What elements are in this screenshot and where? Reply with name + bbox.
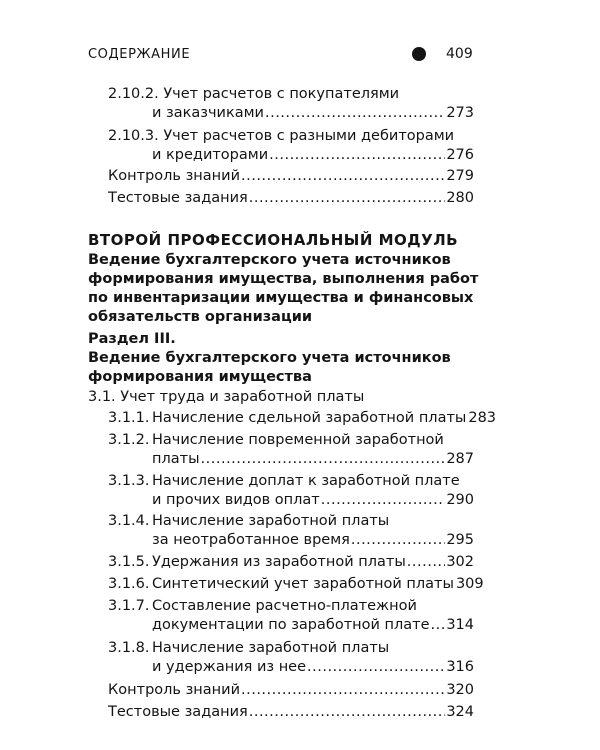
toc-entry-3-1-8-line1[interactable]: Начисление заработной платы [152,640,390,656]
toc-entry-3-1-3-line1[interactable]: Начисление доплат к заработной плате [152,473,460,489]
toc-entry-number: 3.1.5. [108,554,150,570]
toc-entry-2-10-2-line2[interactable] [152,104,474,122]
toc-entry-3-1-7-line1[interactable]: Составление расчетно-платежной [152,598,417,614]
toc-entry-2-10-2-line1[interactable]: 2.10.2. Учет расчетов с покупателями [108,86,400,102]
module-subtitle-line: по инвентаризации имущества и финансовых [88,290,474,306]
toc-entry-number: 3.1.2. [108,432,150,448]
dot-leader [241,681,445,699]
dot-leader [307,658,445,676]
dot-leader [241,167,445,185]
toc-page-number: 279 [446,168,474,184]
toc-page-number: 287 [446,451,474,467]
toc-entry-label: и кредиторами [152,147,269,163]
toc-entry-3-1-1[interactable] [152,409,497,427]
toc-entry-label: и заказчиками [152,105,264,121]
dot-leader [351,531,445,549]
toc-entry-label: документации по заработной плате [152,617,430,633]
dot-leader [201,450,446,468]
toc-entry-label: Тестовые задания [108,190,248,206]
dot-leader [269,146,445,164]
section-title: Раздел III. [88,331,176,347]
toc-page-number: 324 [446,704,474,720]
toc-entry-3-1-7-line2[interactable] [152,616,474,634]
toc-entry-label: платы [152,451,200,467]
toc-entry-number: 3.1.1. [108,410,150,426]
toc-page-number: 280 [446,190,474,206]
toc-entry-label: за неотработанное время [152,532,350,548]
toc-entry-3-1-2-line2[interactable] [152,450,474,468]
module-title: ВТОРОЙ ПРОФЕССИОНАЛЬНЫЙ МОДУЛЬ [88,231,459,249]
toc-page-number: 273 [446,105,474,121]
toc-entry-2-10-3-line2[interactable] [152,146,474,164]
dot-leader [265,104,445,122]
page-number: 409 [446,46,473,62]
toc-page-number: 290 [446,492,474,508]
dot-leader [321,491,446,509]
toc-page-number: 314 [446,617,474,633]
toc-entry-3-1-2-line1[interactable]: Начисление повременной заработной [152,432,444,448]
toc-entry-3-1-6[interactable] [152,575,484,593]
section-subtitle-line: Ведение бухгалтерского учета источников [88,350,451,366]
toc-entry-number: 3.1.8. [108,640,150,656]
toc-entry-tests-2[interactable] [108,703,474,721]
toc-entry-2-10-3-line1[interactable]: 2.10.3. Учет расчетов с разными дебиторами [108,128,455,144]
toc-entry-label: и прочих видов оплат [152,492,320,508]
running-title: СОДЕРЖАНИЕ [88,47,191,62]
toc-entry-label: Тестовые задания [108,704,248,720]
toc-entry-number: 3.1.6. [108,576,150,592]
module-subtitle-line: Ведение бухгалтерского учета источников [88,252,451,268]
toc-entry-number: 3.1.4. [108,513,150,529]
toc-chapter-3-1[interactable]: 3.1. Учет труда и заработной платы [88,389,365,405]
toc-entry-number: 3.1.7. [108,598,150,614]
module-subtitle-line: обязательств организации [88,309,313,325]
toc-entry-3-1-3-line2[interactable] [152,491,474,509]
toc-page-number: 295 [446,532,474,548]
dot-leader [407,553,446,571]
toc-page-number: 283 [468,410,497,426]
dot-leader [249,189,446,207]
dot-leader [431,616,446,634]
module-subtitle-line: формирования имущества, выполнения работ [88,271,479,287]
toc-page-number: 302 [446,554,474,570]
toc-entry-label: и удержания из нее [152,659,307,675]
toc-page-number: 320 [446,682,474,698]
toc-page-number: 309 [455,576,484,592]
toc-entry-3-1-5[interactable] [152,553,474,571]
toc-page-number: 276 [446,147,474,163]
toc-entry-3-1-4-line2[interactable] [152,531,474,549]
toc-entry-3-1-8-line2[interactable] [152,658,474,676]
toc-entry-knowledge-control-2[interactable] [108,681,474,699]
toc-entry-label: Контроль знаний [108,682,240,698]
toc-entry-label: Контроль знаний [108,168,240,184]
section-subtitle-line: формирования имущества [88,369,312,385]
toc-entry-number: 3.1.3. [108,473,150,489]
toc-page-number: 316 [446,659,474,675]
toc-entry-tests[interactable] [108,189,474,207]
toc-entry-knowledge-control[interactable] [108,167,474,185]
toc-entry-label: Удержания из заработной платы [152,554,406,570]
toc-entry-label: Синтетический учет заработной платы [152,576,454,592]
dot-leader [249,703,446,721]
toc-entry-label: Начисление сдельной заработной платы [152,410,467,426]
toc-entry-3-1-4-line1[interactable]: Начисление заработной платы [152,513,390,529]
